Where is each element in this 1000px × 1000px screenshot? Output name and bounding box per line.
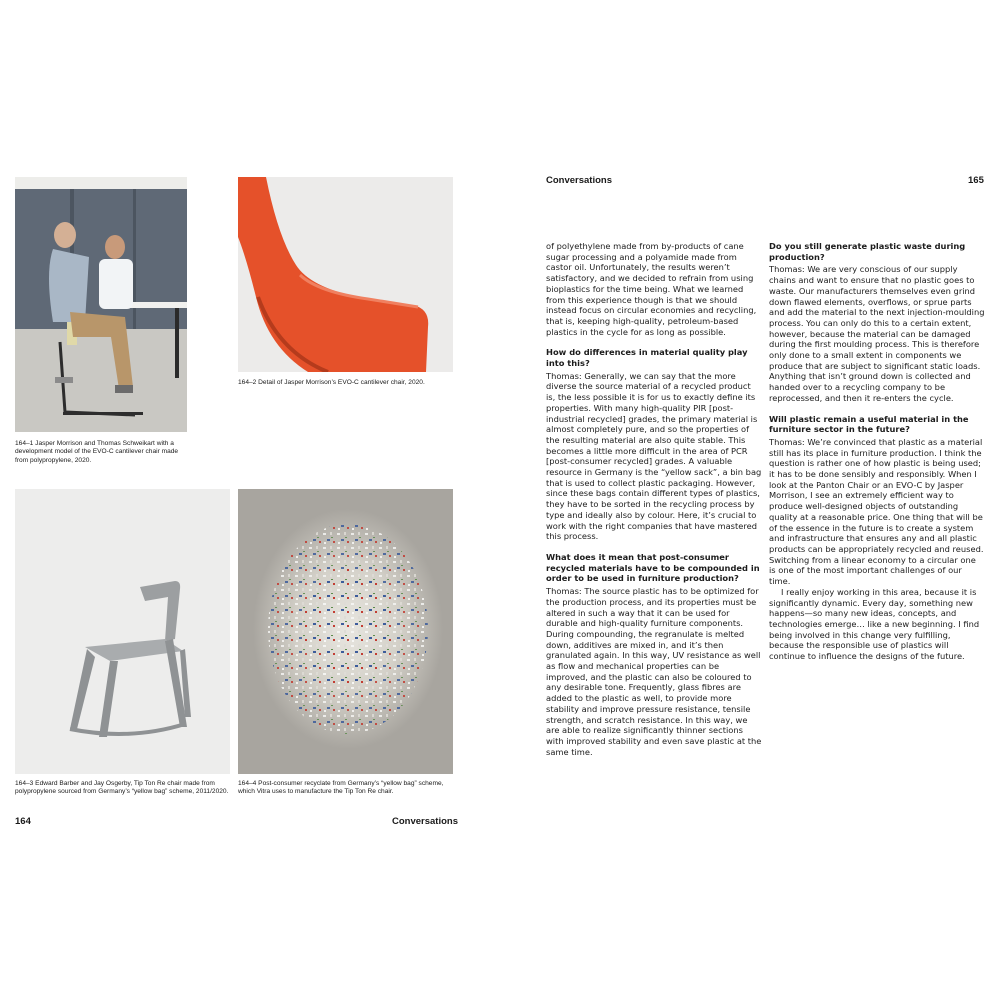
question-heading: How do differences in material quality play into this? bbox=[546, 347, 748, 369]
photo-evo-c-detail bbox=[238, 177, 453, 372]
paragraph: of polyethylene made from by-products of cane sugar processing and a polyamide made from castor oil. Unfortunately, the results weren’t satisfactory, and we decided to refrain from using bioplastics for the time being. What we learned from this experience though is that we should instead focus on circular economies and recycling, that is, keeping high-quality, petroleum-based plastics in the cycle for as long as possible. bbox=[546, 241, 757, 337]
question-heading: Will plastic remain a useful material in the furniture sector in the future? bbox=[769, 413, 969, 435]
question-heading: What does it mean that post-consumer recycled materials have to be compounded in order to be used in furniture production? bbox=[546, 551, 760, 584]
answer-paragraph: Thomas: We’re convinced that plastic as a material still has its place in furniture production. I think the question is rather one of how plastic is being used; it has to be done sensibly and responsibly. When I look at the Panton Chair or an EVO-C by Jasper Morrison, I see an extremely efficient way to produce well-designed objects of outstanding quality at a reasonable price. One thing that will be of the essence in the future is to create a system and infrastructure that ensures any and all plastic products can be appropriately recycled and reused. Switching from a linear economy to a circular one is one of the most important challenges of our time. bbox=[769, 436, 984, 587]
photo-meeting-evo-c bbox=[15, 177, 187, 432]
photo-tip-ton-re-chair bbox=[15, 489, 230, 774]
page-number-right: 165 bbox=[968, 175, 984, 186]
caption-164-1: 164–1 Jasper Morrison and Thomas Schweikart with a development model of the EVO-C cantilever chair made from polypropylene, 2020. bbox=[15, 440, 179, 464]
page-number-left: 164 bbox=[15, 816, 31, 827]
answer-paragraph: I really enjoy working in this area, because it is significantly dynamic. Every day, something new happens—so many new ideas, concepts, and technologies emerge… like a new beginning. I find being involved in this change very fulfilling, because the responsible use of plastics will continue to influence the designs of the future. bbox=[769, 586, 980, 662]
answer-paragraph: Thomas: We are very conscious of our supply chains and want to ensure that no plastic goes to waste. Our manufacturers themselves even grind down flawed elements, overflows, or sprue parts and add the material to the next injection-moulding process. You can only do this to a certain extent, however, because the material can be damaged during the first moulding process. This is therefore only done to a small extent in components we produce that are subject to significant static loads. Anything that isn’t ground down is collected and handed over to a recycling company to be reprocessed, and then it re-enters the cycle. bbox=[769, 264, 985, 403]
running-head-right: Conversations bbox=[546, 175, 612, 186]
text-column-1 bbox=[546, 241, 762, 757]
text-column-2 bbox=[769, 241, 985, 662]
caption-164-3: 164–3 Edward Barber and Jay Osgerby, Tip Ton Re chair made from polypropylene sourced from Germany’s “yellow bag” scheme, 2011/2020. bbox=[15, 780, 229, 796]
running-head-left: Conversations bbox=[392, 816, 458, 827]
question-heading: Do you still generate plastic waste during production? bbox=[769, 241, 966, 262]
caption-164-4: 164–4 Post-consumer recyclate from Germany’s “yellow bag” scheme, which Vitra uses to manufacture the Tip Ton Re chair. bbox=[238, 780, 444, 796]
answer-paragraph: Thomas: The source plastic has to be optimized for the production process, and its properties must be altered in such a way that it can be used for durable and high-quality furniture components. During compounding, the regranulate is melted down, additives are mixed in, and it’s then granulated again. In this way, UV resistance as well as flow and mechanical properties can be improved, and the plastic can also be coloured to any desirable tone. Frequently, glass fibres are added to the plastic as well, to provide more stability and improve pressure resistance, tensile strength, and scratch resistance. In this way, we are able to realize significantly thinner sections with improved stability and even save plastic at the same time. bbox=[546, 586, 762, 757]
answer-paragraph: Thomas: Generally, we can say that the more diverse the source material of a recycled product is, the less possible it is for us to exactly define its properties. With many high-quality PIR [post-industrial recycled] grades, the primary material is almost completely pure, and so the properties of the resulting material are also quite stable. This becomes a little more difficult in the area of PCR [post-consumer recycled] grades. A valuable resource in Germany is the “yellow sack”, a bin bag that is used to collect plastic packaging. However, since these bags contain different types of plastics, they have to be sorted in the recycling process by type and ideally also by colour. Here, it’s crucial to work with the right companies that have mastered this process. bbox=[546, 370, 762, 542]
photo-recyclate bbox=[238, 489, 453, 774]
caption-164-2: 164–2 Detail of Jasper Morrison’s EVO-C cantilever chair, 2020. bbox=[238, 379, 425, 386]
